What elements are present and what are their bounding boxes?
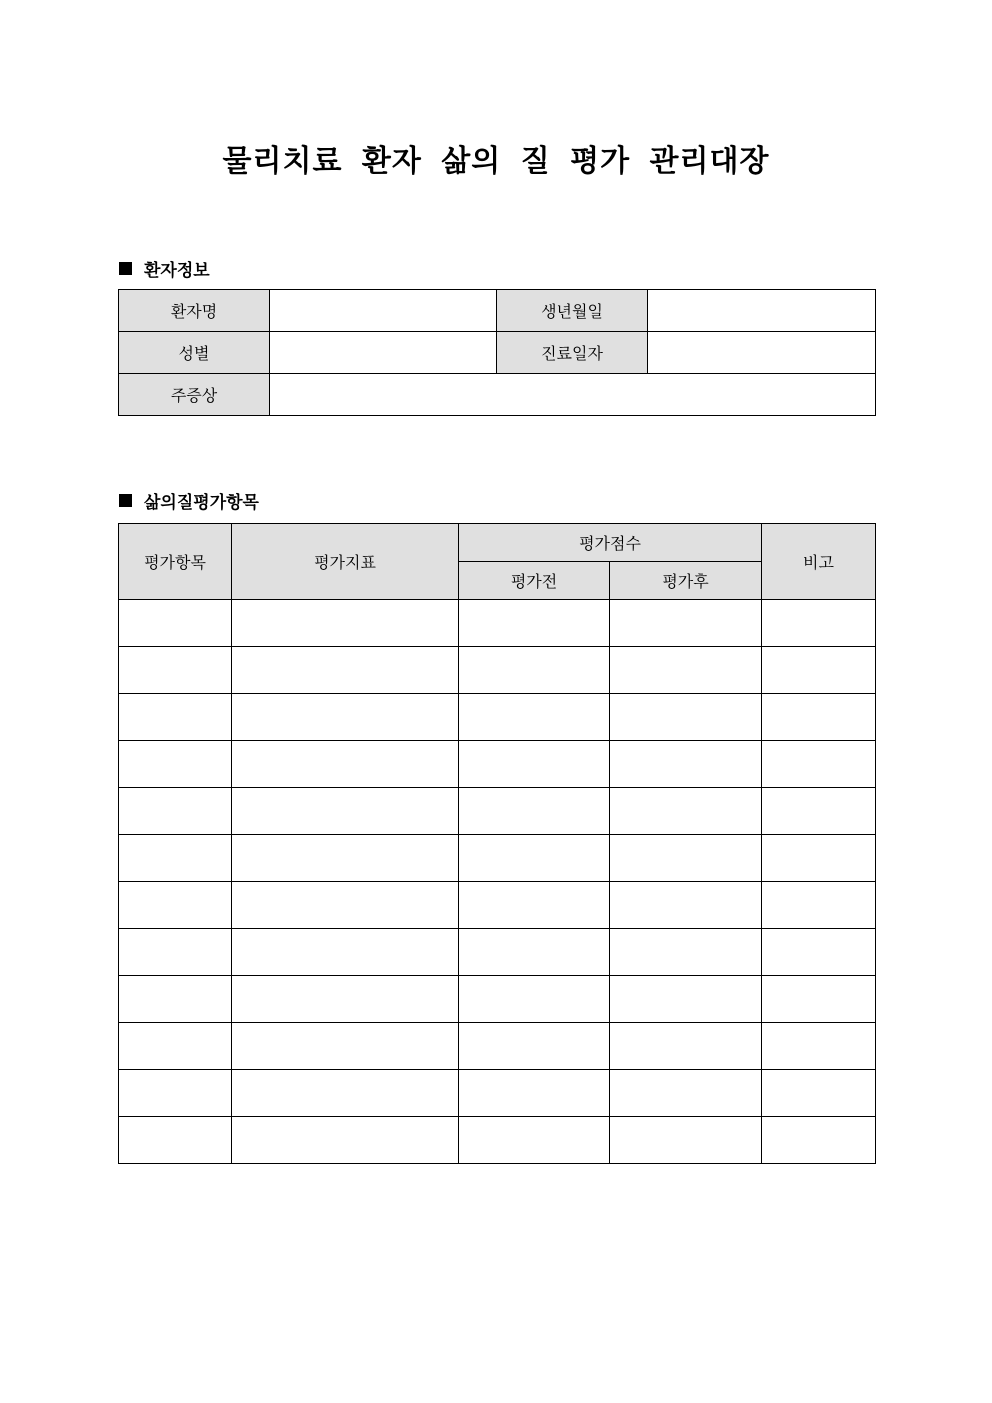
item-cell[interactable] (119, 788, 232, 835)
header-indicator: 평가지표 (232, 524, 459, 600)
before-cell[interactable] (459, 835, 610, 882)
before-cell[interactable] (459, 1023, 610, 1070)
table-row (119, 1070, 876, 1117)
table-row (119, 1117, 876, 1164)
item-cell[interactable] (119, 600, 232, 647)
before-cell[interactable] (459, 929, 610, 976)
note-cell[interactable] (762, 1117, 876, 1164)
visit-date-label: 진료일자 (497, 332, 648, 374)
note-cell[interactable] (762, 929, 876, 976)
before-cell[interactable] (459, 788, 610, 835)
item-cell[interactable] (119, 835, 232, 882)
qol-heading-label: 삶의질평가항목 (144, 493, 259, 513)
indicator-cell[interactable] (232, 647, 459, 694)
document-title: 물리치료 환자 삶의 질 평가 관리대장 (222, 144, 770, 179)
birth-date-label: 생년월일 (497, 290, 648, 332)
after-cell[interactable] (610, 694, 762, 741)
table-row (119, 741, 876, 788)
header-item: 평가항목 (119, 524, 232, 600)
note-cell[interactable] (762, 647, 876, 694)
before-cell[interactable] (459, 741, 610, 788)
indicator-cell[interactable] (232, 929, 459, 976)
item-cell[interactable] (119, 929, 232, 976)
after-cell[interactable] (610, 929, 762, 976)
square-bullet-icon (119, 262, 132, 275)
before-cell[interactable] (459, 1117, 610, 1164)
after-cell[interactable] (610, 1117, 762, 1164)
chief-complaint-field[interactable] (270, 374, 876, 416)
note-cell[interactable] (762, 976, 876, 1023)
gender-field[interactable] (270, 332, 497, 374)
item-cell[interactable] (119, 741, 232, 788)
item-cell[interactable] (119, 647, 232, 694)
table-row (119, 600, 876, 647)
after-cell[interactable] (610, 788, 762, 835)
before-cell[interactable] (459, 647, 610, 694)
item-cell[interactable] (119, 694, 232, 741)
item-cell[interactable] (119, 1023, 232, 1070)
item-cell[interactable] (119, 1070, 232, 1117)
table-row (119, 332, 876, 374)
patient-info-heading-label: 환자정보 (144, 261, 210, 281)
header-score: 평가점수 (459, 524, 762, 562)
gender-label: 성별 (119, 332, 270, 374)
table-row (119, 290, 876, 332)
note-cell[interactable] (762, 741, 876, 788)
header-note: 비고 (762, 524, 876, 600)
after-cell[interactable] (610, 647, 762, 694)
note-cell[interactable] (762, 882, 876, 929)
indicator-cell[interactable] (232, 835, 459, 882)
after-cell[interactable] (610, 835, 762, 882)
after-cell[interactable] (610, 600, 762, 647)
patient-info-table (118, 289, 876, 416)
note-cell[interactable] (762, 1070, 876, 1117)
indicator-cell[interactable] (232, 1023, 459, 1070)
indicator-cell[interactable] (232, 1117, 459, 1164)
indicator-cell[interactable] (232, 976, 459, 1023)
header-before: 평가전 (459, 562, 610, 600)
indicator-cell[interactable] (232, 882, 459, 929)
item-cell[interactable] (119, 1117, 232, 1164)
table-row (119, 1023, 876, 1070)
before-cell[interactable] (459, 600, 610, 647)
table-row (119, 882, 876, 929)
before-cell[interactable] (459, 694, 610, 741)
note-cell[interactable] (762, 1023, 876, 1070)
square-bullet-icon (119, 494, 132, 507)
indicator-cell[interactable] (232, 694, 459, 741)
table-row (119, 976, 876, 1023)
table-row (119, 647, 876, 694)
header-row (119, 524, 876, 562)
item-cell[interactable] (119, 976, 232, 1023)
table-row (119, 835, 876, 882)
header-after: 평가후 (610, 562, 762, 600)
qol-evaluation-table (118, 523, 876, 1164)
note-cell[interactable] (762, 788, 876, 835)
birth-date-field[interactable] (648, 290, 876, 332)
before-cell[interactable] (459, 882, 610, 929)
table-row (119, 929, 876, 976)
note-cell[interactable] (762, 694, 876, 741)
indicator-cell[interactable] (232, 600, 459, 647)
indicator-cell[interactable] (232, 788, 459, 835)
indicator-cell[interactable] (232, 741, 459, 788)
after-cell[interactable] (610, 976, 762, 1023)
before-cell[interactable] (459, 976, 610, 1023)
table-row (119, 374, 876, 416)
before-cell[interactable] (459, 1070, 610, 1117)
after-cell[interactable] (610, 1023, 762, 1070)
item-cell[interactable] (119, 882, 232, 929)
after-cell[interactable] (610, 882, 762, 929)
patient-name-field[interactable] (270, 290, 497, 332)
indicator-cell[interactable] (232, 1070, 459, 1117)
note-cell[interactable] (762, 600, 876, 647)
after-cell[interactable] (610, 741, 762, 788)
table-row (119, 788, 876, 835)
visit-date-field[interactable] (648, 332, 876, 374)
table-row (119, 694, 876, 741)
qol-heading (119, 488, 259, 513)
note-cell[interactable] (762, 835, 876, 882)
after-cell[interactable] (610, 1070, 762, 1117)
chief-complaint-label: 주증상 (119, 374, 270, 416)
patient-info-heading (119, 256, 210, 281)
patient-name-label: 환자명 (119, 290, 270, 332)
